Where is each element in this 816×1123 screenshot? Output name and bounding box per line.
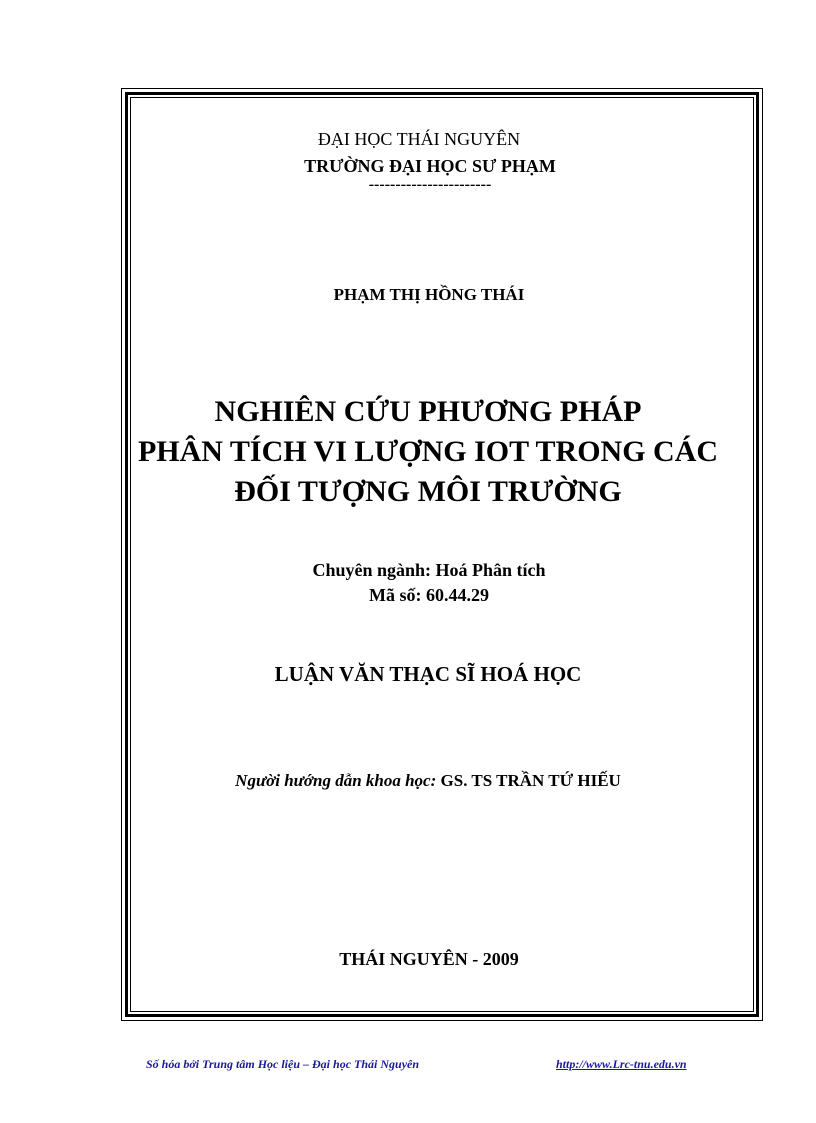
advisor-label: Người hướng dẫn khoa học:: [235, 771, 437, 790]
header-separator: -----------------------: [368, 176, 492, 193]
title-line-1: NGHIÊN CỨU PHƯƠNG PHÁP: [214, 395, 642, 428]
advisor-name: GS. TS TRẦN TỨ HIẾU: [440, 771, 621, 790]
degree-title: LUẬN VĂN THẠC SĨ HOÁ HỌC: [274, 662, 582, 686]
author-name: PHẠM THỊ HỒNG THÁI: [333, 285, 525, 304]
footer-digitized-by: Số hóa bởi Trung tâm Học liệu – Đại học Thái Nguyên: [146, 1057, 420, 1071]
footer-url-link[interactable]: http://www.Lrc-tnu.edu.vn: [556, 1057, 687, 1071]
school-name: TRƯỜNG ĐẠI HỌC SƯ PHẠM: [304, 156, 556, 176]
specialization-major: Chuyên ngành: Hoá Phân tích: [312, 560, 546, 580]
thesis-title: [0, 392, 816, 512]
title-line-3: ĐỐI TƯỢNG MÔI TRƯỜNG: [234, 475, 622, 508]
university-name: ĐẠI HỌC THÁI NGUYÊN: [317, 129, 521, 149]
specialization-block: [0, 558, 816, 608]
advisor-line: [0, 771, 816, 791]
specialization-code: Mã số: 60.44.29: [369, 585, 489, 605]
page-border: [125, 92, 759, 1017]
place-year: THÁI NGUYÊN - 2009: [339, 949, 519, 969]
title-line-2: PHÂN TÍCH VI LƯỢNG IOT TRONG CÁC: [137, 435, 719, 468]
